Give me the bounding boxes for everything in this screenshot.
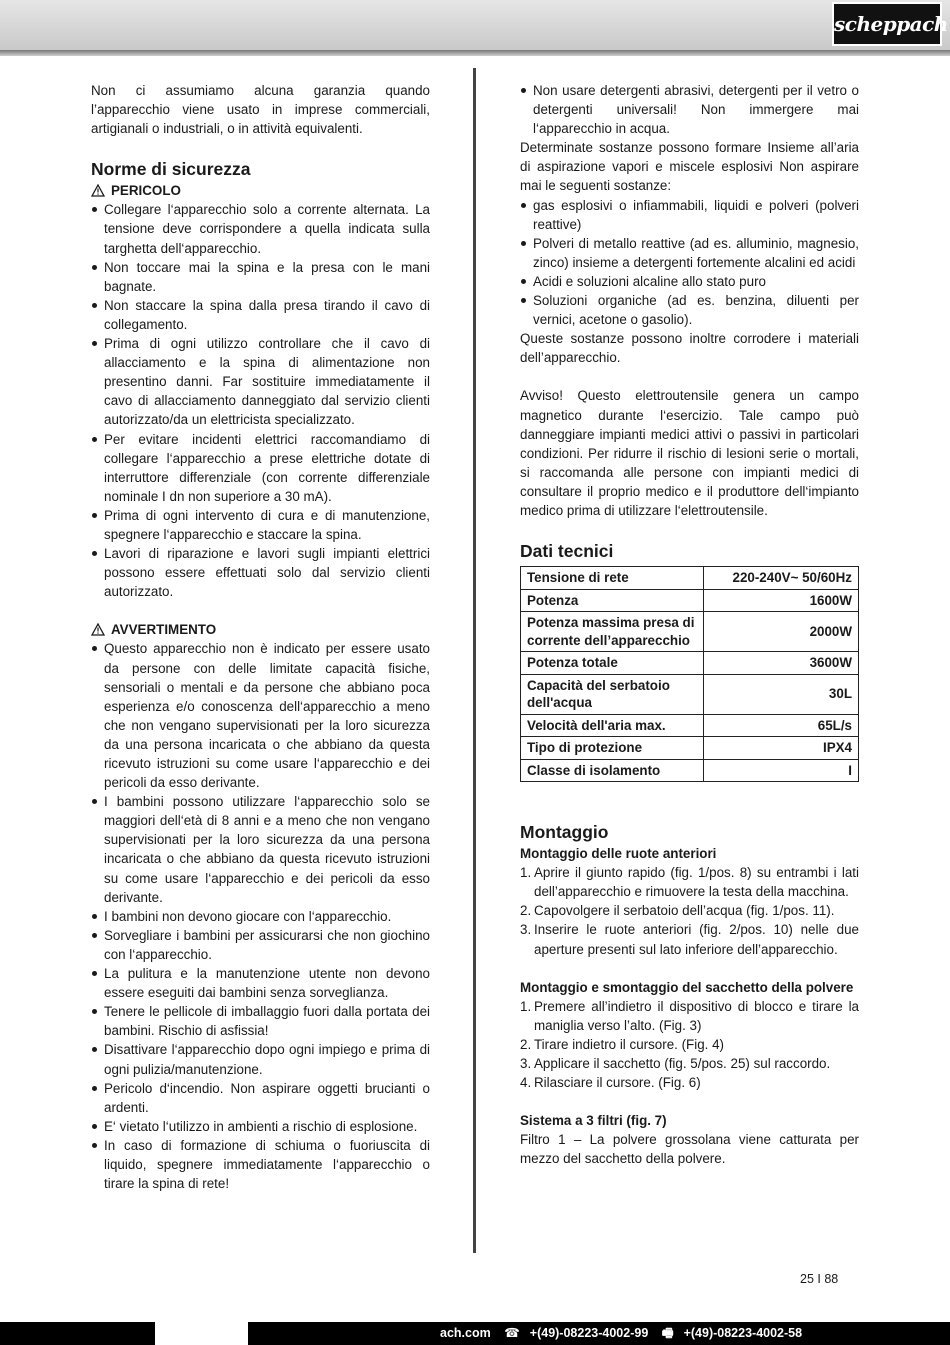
list-item: Per evitare incidenti elettrici raccomandiamo di collegare l‘apparecchio a prese elettriche dotate di interruttore differenziale (con corrente differenziale nominale I dn non superiore a 30 mA). [91, 430, 430, 506]
list-item [520, 997, 859, 1035]
list-item: Acidi e soluzioni alcaline allo stato puro [520, 272, 859, 291]
magnetic-notice: Avviso! Questo elettroutensile genera un campo magnetico durante l‘esercizio. Tale campo può danneggiare impianti medici attivi o passivi in particolari condizioni. Per ridurre il rischio di lesioni serie o mortali, si raccomanda alle persone con impianti medici di consultare il proprio medico e il produttore dell‘impianto medico prima di utilizzare l‘elettroutensile. [520, 388, 859, 518]
substances-intro: Determinate sostanze possono formare Insieme all’aria di aspirazione vapori e miscele esplosivi Non aspirare mai le seguenti sostanze: [520, 140, 859, 194]
tech-title: Dati tecnici [520, 541, 614, 562]
header-shadow [0, 50, 950, 56]
spec-value: I [704, 759, 859, 782]
step-text: Applicare il sacchetto (fig. 5/pos. 25) sul raccordo. [534, 1056, 831, 1071]
warning-heading [91, 620, 430, 639]
front-wheels-title: Montaggio delle ruote anteriori [520, 846, 717, 862]
cleaning-list [520, 81, 859, 138]
step-number: 1. [520, 998, 532, 1014]
list-item: Polveri di metallo reattive (ad es. alluminio, magnesio, zinco) insieme a detergenti fortemente alcalini ed acidi [520, 234, 859, 272]
list-item: Non usare detergenti abrasivi, detergenti per il vetro o detergenti universali! Non immergere mai l‘apparecchio in acqua. [520, 81, 859, 138]
list-item [520, 863, 859, 901]
list-item: Tenere le pellicole di imballaggio fuori dalla portata dei bambini. Rischio di asfissia! [91, 1002, 430, 1040]
list-item: Questo apparecchio non è indicato per essere usato da persone con delle limitate capacità fisiche, sensoriali o mentali e da persone che abbiano poca esperienza e/o conoscenza dell‘apparecchio a meno che non vengano supervisionati per la loro sicurezza da una persona incaricata o che abbiano da questa ricevuto istruzioni su come usare l‘apparecchio e dei pericoli da esso derivante. [91, 639, 430, 792]
list-item: Sorvegliare i bambini per assicurarsi che non giochino con l‘apparecchio. [91, 926, 430, 964]
list-item: Disattivare l‘apparecchio dopo ogni impiego e prima di ogni pulizia/manutenzione. [91, 1040, 430, 1078]
footer-fax: +(49)-08223-4002-58 [683, 1326, 803, 1340]
step-text: Capovolgere il serbatoio dell’acqua (fig. 1/pos. 11). [534, 903, 835, 919]
list-item: In caso di formazione di schiuma o fuoriuscita di liquido, spegnere immediatamente l‘apparecchio o tirare la spina di rete! [91, 1136, 430, 1193]
step-text: Rilasciare il cursore. (Fig. 6) [534, 1075, 701, 1091]
footer-contacts [440, 1325, 812, 1341]
list-item [520, 920, 859, 958]
footer-phone: +(49)-08223-4002-99 [529, 1326, 649, 1340]
list-item: E‘ vietato l‘utilizzo in ambienti a rischio di esplosione. [91, 1117, 430, 1136]
table-row [521, 567, 859, 590]
front-wheels-steps [520, 863, 859, 958]
spec-value: IPX4 [704, 737, 859, 760]
list-item [520, 901, 859, 920]
spec-label: Potenza totale [521, 652, 704, 675]
list-item: I bambini possono utilizzare l‘apparecchio solo se maggiori dell‘età di 8 anni e a meno che non vengano supervisionati per la loro sicurezza da una persona incaricata o che abbiano da questa ricevuto istruzioni su come usare l‘apparecchio e dei pericoli da esso derivante. [91, 792, 430, 907]
tech-table [520, 566, 859, 782]
warning-triangle-icon [91, 184, 105, 197]
assembly-title: Montaggio [520, 822, 609, 843]
step-number: 3. [520, 1056, 532, 1071]
footer-white-block [155, 1322, 248, 1345]
list-item: Non toccare mai la spina e la presa con le mani bagnate. [91, 258, 430, 296]
right-column [520, 81, 859, 1168]
warning-triangle-icon [91, 623, 105, 636]
list-item: Pericolo d‘incendio. Non aspirare oggetti brucianti o ardenti. [91, 1079, 430, 1117]
intro-paragraph: Non ci assumiamo alcuna garanzia quando l’apparecchio viene usato in imprese commerciali, artigianali o industriali, o in attività equivalenti. [91, 83, 430, 137]
spec-label: Classe di isolamento [521, 759, 704, 782]
page-number: 25 I 88 [800, 1272, 839, 1286]
table-row [521, 759, 859, 782]
list-item: Prima di ogni utilizzo controllare che il cavo di allacciamento e la spina di alimentazione non presentino danni. Far sostituire immediatamente il cavo di allacciamento danneggiato dal servizio clienti autorizzato/da un elettricista specializzato. [91, 334, 430, 429]
list-item [520, 1054, 859, 1073]
spec-value: 65L/s [704, 714, 859, 737]
filter-title: Sistema a 3 filtri (fig. 7) [520, 1113, 667, 1129]
brand-logo: scheppach [832, 2, 942, 46]
list-item: Prima di ogni intervento di cura e di manutenzione, spegnere l‘apparecchio e staccare la spina. [91, 506, 430, 544]
step-text: Premere all’indietro il dispositivo di blocco e tirare la maniglia verso l’alto. (Fig. 3) [534, 998, 859, 1033]
list-item: gas esplosivi o infiammabili, liquidi e polveri (polveri reattive) [520, 196, 859, 234]
spec-value: 1600W [704, 589, 859, 612]
spec-value: 30L [704, 674, 859, 714]
spec-label: Velocità dell'aria max. [521, 714, 704, 737]
step-text: Inserire le ruote anteriori (fig. 2/pos. 10) nelle due aperture presenti sul lato inferiore dell’apparecchio. [534, 922, 859, 957]
spec-label: Potenza massima presa di corrente dell’apparecchio [521, 612, 704, 652]
table-row [521, 612, 859, 652]
spec-label: Potenza [521, 589, 704, 612]
danger-list [91, 200, 430, 601]
danger-label: PERICOLO [111, 183, 181, 199]
spec-value: 220-240V~ 50/60Hz [704, 567, 859, 590]
danger-heading [91, 181, 430, 200]
bag-title: Montaggio e smontaggio del sacchetto della polvere [520, 979, 854, 995]
step-number: 2. [520, 903, 532, 919]
list-item: La pulitura e la manutenzione utente non devono essere eseguiti dai bambini senza sorveglianza. [91, 964, 430, 1002]
column-divider [473, 68, 476, 1253]
list-item: Lavori di riparazione e lavori sugli impianti elettrici possono essere effettuati solo dal servizio clienti autorizzato. [91, 544, 430, 601]
warning-list [91, 639, 430, 1193]
footer-website[interactable]: ach.com [440, 1326, 491, 1340]
step-text: Tirare indietro il cursore. (Fig. 4) [534, 1036, 724, 1052]
list-item: I bambini non devono giocare con l‘apparecchio. [91, 907, 430, 926]
spec-label: Capacità del serbatoio dell'acqua [521, 674, 704, 714]
step-number: 4. [520, 1075, 532, 1091]
step-number: 2. [520, 1036, 532, 1052]
fax-icon: 🖷 [661, 1326, 674, 1340]
spec-label: Tensione di rete [521, 567, 704, 590]
table-row [521, 674, 859, 714]
phone-icon: ☎ [504, 1326, 520, 1340]
substances-outro: Queste sostanze possono inoltre corrodere i materiali dell’apparecchio. [520, 331, 859, 366]
table-row [521, 714, 859, 737]
step-number: 1. [520, 865, 532, 881]
list-item [520, 1073, 859, 1092]
spec-label: Tipo di protezione [521, 737, 704, 760]
table-row [521, 737, 859, 760]
filter-text: Filtro 1 – La polvere grossolana viene catturata per mezzo del sacchetto della polvere. [520, 1132, 859, 1167]
spec-value: 2000W [704, 612, 859, 652]
table-row [521, 652, 859, 675]
spec-value: 3600W [704, 652, 859, 675]
step-text: Aprire il giunto rapido (fig. 1/pos. 8) su entrambi i lati dell’apparecchio e rimuovere la testa della macchina. [534, 865, 859, 900]
warning-label: AVVERTIMENTO [111, 622, 217, 638]
substances-list [520, 196, 859, 330]
list-item: Collegare l‘apparecchio solo a corrente alternata. La tensione deve corrispondere a quella indicata sulla targhetta dell‘apparecchio. [91, 200, 430, 257]
list-item: Soluzioni organiche (ad es. benzina, diluenti per vernici, acetone o gasolio). [520, 291, 859, 329]
list-item: Non staccare la spina dalla presa tirando il cavo di collegamento. [91, 296, 430, 334]
table-row [521, 589, 859, 612]
bag-steps [520, 997, 859, 1092]
list-item [520, 1035, 859, 1054]
left-column [91, 81, 430, 1193]
step-number: 3. [520, 922, 532, 938]
header-band [0, 0, 950, 50]
safety-title: Norme di sicurezza [91, 159, 251, 180]
